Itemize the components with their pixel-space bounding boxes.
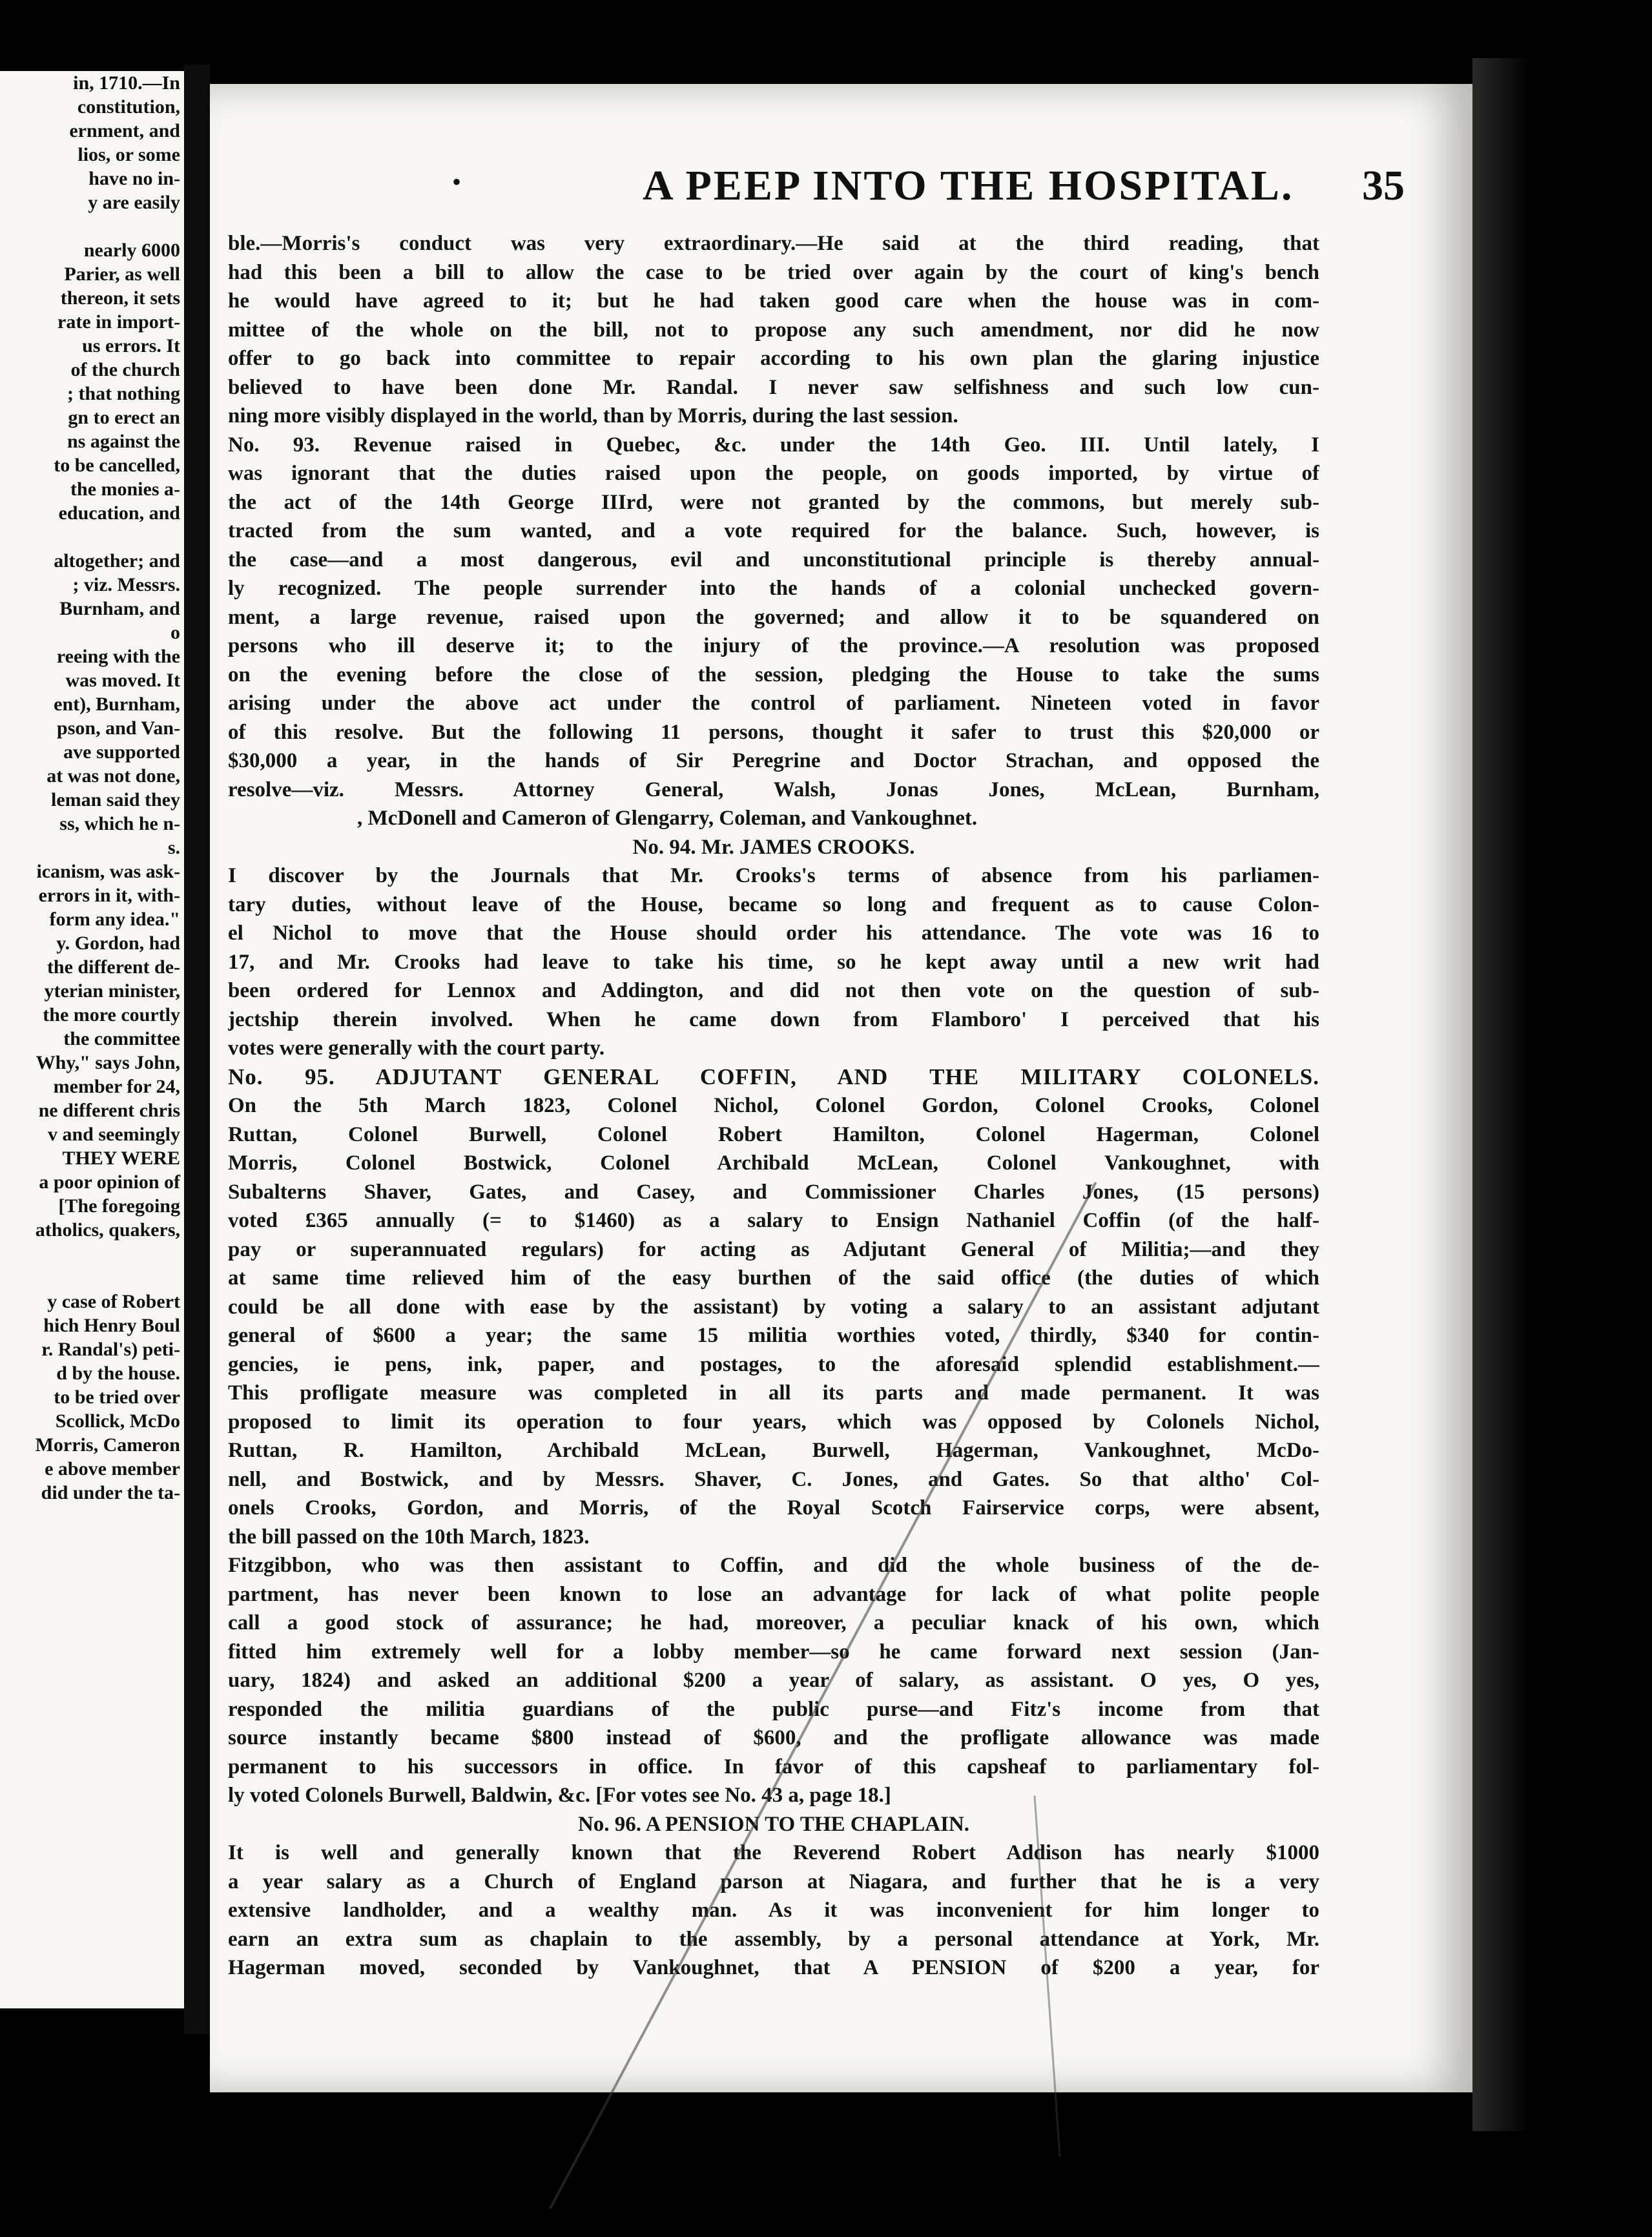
text-line: el Nichol to move that the House should order his attendance. The vote was 16 to	[228, 922, 1319, 945]
text-line: nell, and Bostwick, and by Messrs. Shaver, C. Jones, and Gates. So that altho' Col-	[228, 1467, 1319, 1491]
text-line: Fitzgibbon, who was then assistant to Coffin, and did the whole business of the de-	[228, 1554, 1319, 1577]
text-line: of this resolve. But the following 11 persons, thought it safer to trust this $20,000 or	[228, 720, 1319, 744]
text-line: been ordered for Lennox and Addington, and did not then vote on the question of sub-	[228, 979, 1319, 1002]
text-line: ment, a large revenue, raised upon the governed; and allow it to be squandered on	[228, 605, 1319, 629]
text-line: resolve—viz. Messrs. Attorney General, Walsh, Jonas Jones, McLean, Burnham,	[228, 778, 1319, 801]
header-dot: •	[452, 167, 462, 196]
text-line: gencies, ie pens, ink, paper, and postages, to the aforesaid splendid establishment.—	[228, 1352, 1319, 1376]
text-line: 17, and Mr. Crooks had leave to take his time, so he kept away until a new writ had	[228, 950, 1319, 974]
adjacent-line: Morris, Cameron	[35, 1434, 180, 1456]
adjacent-line: y. Gordon, had	[56, 933, 180, 954]
adjacent-line: v and seemingly	[47, 1124, 180, 1145]
text-line: pay or superannuated regulars) for acting as Adjutant General of Militia;—and they	[228, 1237, 1319, 1261]
text-line: extensive landholder, and a wealthy man. As it was inconvenient for him longer to	[228, 1899, 1319, 1922]
adjacent-line: altogether; and	[54, 550, 180, 572]
adjacent-line: thereon, it sets	[60, 287, 180, 309]
page-body	[228, 229, 1319, 1983]
text-line: Morris, Colonel Bostwick, Colonel Archibald McLean, Colonel Vankoughnet, with	[228, 1151, 1319, 1175]
adjacent-line: gn to erect an	[68, 407, 180, 428]
adjacent-line: ss, which he n-	[59, 813, 180, 834]
text-line: persons who ill deserve it; to the injury of the province.—A resolution was proposed	[228, 634, 1319, 657]
adjacent-line: r. Randal's) peti-	[41, 1339, 180, 1360]
adjacent-line: Burnham, and	[59, 598, 180, 619]
text-line: believed to have been done Mr. Randal. I never saw selfishness and such low cun-	[228, 375, 1319, 399]
adjacent-line: o	[170, 622, 180, 643]
adjacent-line: the monies a-	[70, 479, 180, 500]
page-number: 35	[1362, 162, 1405, 209]
text-line: fitted him extremely well for a lobby member—so he came forward next session (Jan-	[228, 1640, 1319, 1664]
text-line: at same time relieved him of the easy burthen of the said office (the duties of which	[228, 1266, 1319, 1290]
text-line: ning more visibly displayed in the world, than by Morris, during the last session.	[228, 404, 958, 428]
text-line: ly recognized. The people surrender into the hands of a colonial unchecked govern-	[228, 577, 1319, 600]
adjacent-line: errors in it, with-	[38, 885, 180, 906]
adjacent-line: Why," says John,	[36, 1052, 180, 1073]
text-line: earn an extra sum as chaplain to the assembly, by a personal attendance at York, Mr.	[228, 1927, 1319, 1951]
text-line: the bill passed on the 10th March, 1823.	[228, 1525, 590, 1549]
adjacent-line: yterian minister,	[44, 980, 180, 1002]
adjacent-line: us errors. It	[82, 335, 180, 356]
text-line: jectship therein involved. When he came down from Flamboro' I perceived that his	[228, 1007, 1319, 1031]
adjacent-line: leman said they	[50, 789, 180, 810]
adjacent-line: pson, and Van-	[57, 717, 180, 739]
adjacent-page-text	[0, 71, 180, 1505]
text-line: uary, 1824) and asked an additional $200 a year of salary, as assistant. O yes, O yes,	[228, 1669, 1319, 1692]
adjacent-line: ne different chris	[38, 1100, 180, 1121]
adjacent-line: the different de-	[46, 956, 180, 978]
text-line: partment, has never been known to lose an advantage for lack of what polite people	[228, 1582, 1319, 1606]
book-page	[210, 84, 1472, 2092]
page-header	[307, 161, 1405, 213]
adjacent-line: ; viz. Messrs.	[72, 574, 180, 595]
text-line: the case—and a most dangerous, evil and unconstitutional principle is thereby annual-	[228, 548, 1319, 572]
adjacent-line: ; that nothing	[67, 383, 180, 404]
text-line: No. 93. Revenue raised in Quebec, &c. under the 14th Geo. III. Until lately, I	[228, 433, 1319, 457]
text-line: he would have agreed to it; but he had taken good care when the house was in com-	[228, 289, 1319, 313]
adjacent-line: d by the house.	[56, 1363, 180, 1384]
text-line: No. 96. A PENSION TO THE CHAPLAIN.	[577, 1812, 970, 1836]
text-line: Ruttan, Colonel Burwell, Colonel Robert Hamilton, Colonel Hagerman, Colonel	[228, 1122, 1319, 1146]
adjacent-line: to be cancelled,	[54, 455, 180, 476]
adjacent-line: lios, or some	[77, 144, 180, 165]
adjacent-line: hich Henry Boul	[43, 1315, 180, 1336]
adjacent-line: education, and	[58, 502, 180, 524]
adjacent-line: the committee	[63, 1028, 180, 1049]
adjacent-page	[0, 71, 184, 2008]
adjacent-line	[0, 1266, 180, 1290]
adjacent-line: Scollick, McDo	[55, 1410, 180, 1432]
adjacent-line	[0, 525, 180, 549]
text-line: voted £365 annually (= to $1460) as a salary to Ensign Nathaniel Coffin (of the half-	[228, 1209, 1319, 1232]
adjacent-line: rate in import-	[57, 311, 180, 333]
text-line: This profligate measure was completed in all its parts and made permanent. It was	[228, 1381, 1319, 1405]
adjacent-line: y case of Robert	[47, 1291, 180, 1312]
text-line: mittee of the whole on the bill, not to propose any such amendment, nor did he now	[228, 318, 1319, 342]
adjacent-line: ns against the	[67, 431, 180, 452]
adjacent-line: THEY WERE	[62, 1148, 180, 1169]
text-line: offer to go back into committee to repair according to his own plan the glaring injustice	[228, 347, 1319, 370]
adjacent-line: to be tried over	[54, 1387, 180, 1408]
adjacent-line: a poor opinion of	[39, 1171, 180, 1193]
text-line: permanent to his successors in office. In favor of this capsheaf to parliamentary fol-	[228, 1755, 1319, 1778]
text-line: source instantly became $800 instead of $600, and the profligate allowance was made	[228, 1726, 1319, 1749]
text-line: On the 5th March 1823, Colonel Nichol, Colonel Gordon, Colonel Crooks, Colonel	[228, 1094, 1319, 1117]
adjacent-line: Parier, as well	[64, 263, 180, 285]
text-line: , McDonell and Cameron of Glengarry, Coleman, and Vankoughnet.	[357, 807, 978, 830]
adjacent-line: of the church	[70, 359, 180, 380]
adjacent-line	[0, 214, 180, 238]
text-line: I discover by the Journals that Mr. Crooks's terms of absence from his parliamen-	[228, 864, 1319, 887]
adjacent-line: e above member	[45, 1458, 180, 1479]
adjacent-line: reeing with the	[56, 646, 180, 667]
adjacent-line: ent), Burnham,	[54, 694, 180, 715]
text-line: onels Crooks, Gordon, and Morris, of the Royal Scotch Fairservice corps, were absent,	[228, 1496, 1319, 1520]
text-line: the act of the 14th George IIIrd, were not granted by the commons, but merely sub-	[228, 490, 1319, 514]
text-line: had this been a bill to allow the case to be tried over again by the court of king's bench	[228, 260, 1319, 284]
adjacent-line: icanism, was ask-	[36, 861, 180, 882]
running-head: A PEEP INTO THE HOSPITAL.	[643, 162, 1294, 209]
page-edge	[1472, 58, 1531, 2131]
text-line: It is well and generally known that the Reverend Robert Addison has nearly $1000	[228, 1841, 1319, 1864]
adjacent-line: ave supported	[63, 741, 180, 763]
adjacent-line: have no in-	[88, 168, 180, 189]
text-line: proposed to limit its operation to four years, which was opposed by Colonels Nichol,	[228, 1410, 1319, 1434]
text-line: a year salary as a Church of England parson at Niagara, and further that he is a very	[228, 1870, 1319, 1893]
adjacent-line	[0, 1242, 180, 1266]
adjacent-line: was moved. It	[65, 670, 180, 691]
text-line: call a good stock of assurance; he had, moreover, a peculiar knack of his own, which	[228, 1611, 1319, 1634]
text-line: Ruttan, R. Hamilton, Archibald McLean, Burwell, Hagerman, Vankoughnet, McDo-	[228, 1439, 1319, 1462]
adjacent-line: in, 1710.—In	[73, 72, 180, 94]
adjacent-line: member for 24,	[53, 1076, 180, 1097]
text-line: No. 95. ADJUTANT GENERAL COFFIN, AND THE MILITARY COLONELS.	[228, 1064, 1319, 1089]
adjacent-line: nearly 6000	[83, 240, 180, 261]
adjacent-line: y are easily	[88, 192, 180, 213]
text-line: No. 94. Mr. JAMES CROOKS.	[632, 835, 915, 859]
adjacent-line: ernment, and	[69, 120, 180, 141]
adjacent-line: form any idea."	[49, 909, 180, 930]
adjacent-line: atholics, quakers,	[35, 1219, 180, 1241]
text-line: Subalterns Shaver, Gates, and Casey, and Commissioner Charles Jones, (15 persons)	[228, 1180, 1319, 1204]
adjacent-line: constitution,	[77, 96, 180, 118]
text-line: votes were generally with the court party.	[228, 1036, 605, 1060]
adjacent-line: did under the ta-	[41, 1482, 180, 1503]
text-line: $30,000 a year, in the hands of Sir Peregrine and Doctor Strachan, and opposed the	[228, 749, 1319, 772]
text-line: arising under the above act under the control of parliament. Nineteen voted in favor	[228, 692, 1319, 715]
text-line: could be all done with ease by the assistant) by voting a salary to an assistant adjutant	[228, 1295, 1319, 1319]
text-line: was ignorant that the duties raised upon the people, on goods imported, by virtue of	[228, 462, 1319, 485]
text-line: ly voted Colonels Burwell, Baldwin, &c. [For votes see No. 43 a, page 18.]	[228, 1784, 891, 1807]
text-line: tracted from the sum wanted, and a vote required for the balance. Such, however, is	[228, 519, 1319, 542]
adjacent-line: [The foregoing	[58, 1195, 180, 1217]
adjacent-line: s.	[167, 837, 180, 858]
text-line: Hagerman moved, seconded by Vankoughnet, that A PENSION of $200 a year, for	[228, 1956, 1319, 1979]
book-gutter	[184, 65, 210, 2034]
adjacent-line: the more courtly	[43, 1004, 180, 1026]
adjacent-line: at was not done,	[46, 765, 180, 787]
text-line: tary duties, without leave of the House, became so long and frequent as to cause Colon-	[228, 892, 1319, 916]
text-line: responded the militia guardians of the public purse—and Fitz's income from that	[228, 1697, 1319, 1721]
text-line: general of $600 a year; the same 15 militia worthies voted, thirdly, $340 for contin-	[228, 1324, 1319, 1347]
text-line: ble.—Morris's conduct was very extraordinary.—He said at the third reading, that	[228, 232, 1319, 255]
text-line: on the evening before the close of the session, pledging the House to take the sums	[228, 663, 1319, 686]
